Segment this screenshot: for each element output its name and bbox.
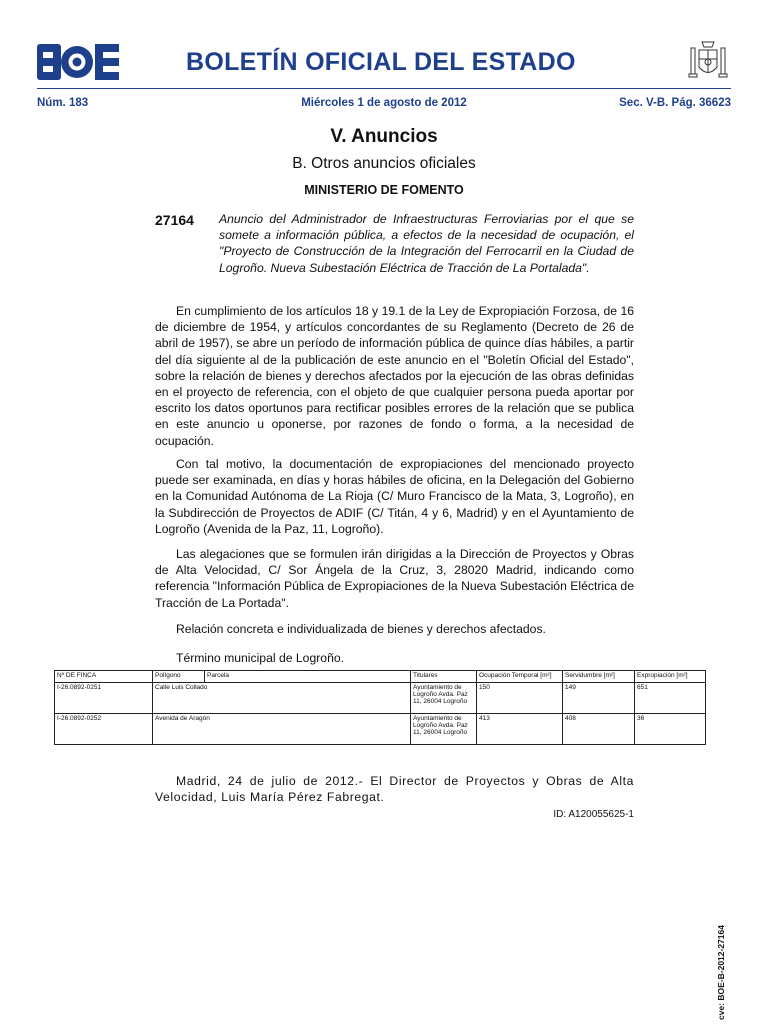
table-cell: I-26.0892-0251 [55, 683, 153, 714]
table-header-cell: Titulares [411, 671, 477, 683]
table-cell: 408 [563, 714, 635, 745]
table-cell: 36 [635, 714, 706, 745]
table-cell: Avenida de Aragón [153, 714, 411, 745]
table-cell: 651 [635, 683, 706, 714]
body-paragraph-1: En cumplimiento de los artículos 18 y 19.1 de la Ley de Expropiación Forzosa, de 16 de diciembre de 1954, y artículos concordantes de su Reglamento (Decreto de 26 de abril de 1957), se abre un período de información pública de quince días hábiles, a partir del día siguiente al de la publicación de este anuncio en el "Boletín Oficial del Estado", sobre la relación de bienes y derechos afectados por la ejecución de las obras definidas en el proyecto de referencia, con el objeto de que cualquier persona pueda aportar por escrito los datos oportunos para rectificar posibles errores de la relación que se publica en este anuncio u oponerse, por razones de fondo o forma, a la necesidad de ocupación. [155, 304, 634, 448]
table-header-cell: Polígono [153, 671, 205, 683]
ministry-name: MINISTERIO DE FOMENTO [304, 183, 464, 197]
coat-of-arms-icon [688, 38, 728, 82]
table-header-row [55, 671, 706, 683]
publication-title: BOLETÍN OFICIAL DEL ESTADO [186, 48, 576, 76]
body-paragraph-3: Las alegaciones que se formulen irán dirigidas a la Dirección de Proyectos y Obras de Alta Velocidad, C/ Sor Ángela de la Cruz, 3, 28020 Madrid, indicando como referencia "Información Pública de Expropiaciones de la Nueva Subestación Eléctrica de Tracción de La Portada". [155, 547, 634, 610]
table-cell: 150 [477, 683, 563, 714]
section-title: V. Anuncios [330, 126, 438, 147]
table-header-cell: Expropiación [m²] [635, 671, 706, 683]
table-cell: 149 [563, 683, 635, 714]
table-cell: I-26.0892-0252 [55, 714, 153, 745]
issue-number: Núm. 183 [37, 97, 89, 109]
table-cell: Ayuntamiento de Logroño Avda. Paz 11, 26004 Logroño [411, 683, 477, 714]
properties-table [54, 670, 706, 745]
table-cell: Ayuntamiento de Logroño Avda. Paz 11, 26004 Logroño [411, 714, 477, 745]
table-header-cell: Nº DE FINCA [55, 671, 153, 683]
announcement-number: 27164 [155, 212, 194, 228]
table-header-cell: Servidumbre [m²] [563, 671, 635, 683]
table-header-cell: Parcela [205, 671, 411, 683]
section-page: Sec. V-B. Pág. 36623 [619, 97, 731, 109]
table-header-cell: Ocupación Temporal [m²] [477, 671, 563, 683]
body-paragraph-4: Relación concreta e individualizada de bienes y derechos afectados. [176, 622, 546, 636]
body-paragraph-5: Término municipal de Logroño. [176, 651, 345, 665]
header-rule [37, 88, 731, 89]
boe-logo [37, 44, 119, 80]
announcement-summary: Anuncio del Administrador de Infraestructuras Ferroviarias por el que se somete a información pública, a efectos de la necesidad de ocupación, el "Proyecto de Construcción de la Integración del Ferrocarril en la Ciudad de Logroño. Nueva Subestación Eléctrica de Tracción de La Portalada". [219, 212, 634, 275]
signature-paragraph: Madrid, 24 de julio de 2012.- El Director de Proyectos y Obras de Alta Velocidad, Luis María Pérez Fabregat. [155, 774, 634, 805]
table-cell: 413 [477, 714, 563, 745]
cve-code: cve: BOE-B-2012-27164 [716, 925, 726, 1020]
subsection-title: B. Otros anuncios oficiales [292, 155, 476, 172]
issue-date: Miércoles 1 de agosto de 2012 [301, 97, 467, 109]
table-cell: Calle Luis Collado [153, 683, 411, 714]
table-row [55, 683, 706, 714]
document-id: ID: A120055625-1 [553, 809, 634, 820]
table-row [55, 714, 706, 745]
body-paragraph-2: Con tal motivo, la documentación de expropiaciones del mencionado proyecto puede ser examinada, en días y horas hábiles de oficina, en la Delegación del Gobierno en la Comunidad Autónoma de La Rioja (C/ Muro Francisco de la Mata, 3, Logroño), en la Subdirección de Proyectos de ADIF (C/ Titán, 4 y 6, Madrid) y en el Ayuntamiento de Logroño (Avenida de la Paz, 11, Logroño). [155, 457, 634, 536]
